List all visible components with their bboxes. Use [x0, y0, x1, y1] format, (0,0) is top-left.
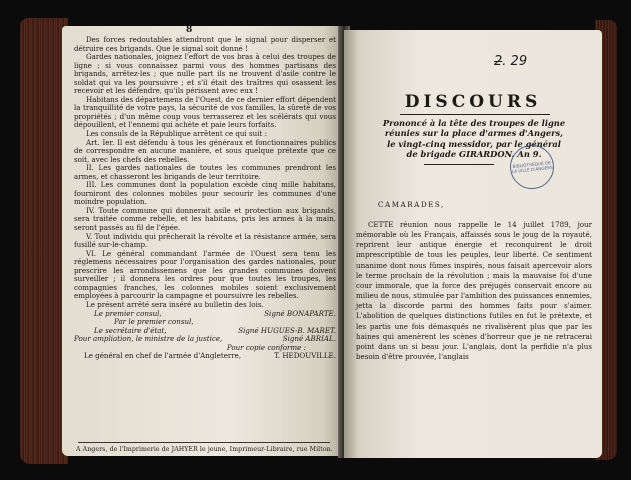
printer-imprint: A Angers, de l'Imprimerie de JAHYER le jeune, Imprimeur-Libraire, rue Milton. — [76, 446, 333, 453]
document-subtitle: Prononcé à la tête des troupes de ligne réunies sur la place d'armes d'Angers, le vingt-cinq messidor, par le général de brigade GIRARDON. An 9. — [382, 118, 566, 160]
article-2: II. Les gardes nationales de toutes les communes prendront les armes, et chasseront les brigands de leur territoire. — [74, 163, 336, 181]
signature-line: Pour ampliation, le ministre de la justice, Signé ABRIAL. — [74, 334, 336, 344]
page-number: 8 — [186, 26, 193, 35]
library-stamp: BIBLIOTHÈQUE DE LA VILLE D'ANGERS — [508, 143, 556, 191]
archive-reference: 2. 29 — [494, 54, 528, 69]
book-edge-left — [20, 18, 68, 464]
divider — [78, 442, 330, 443]
paragraph: Des forces redoutables attendront que le signal pour disperser et détruire ces brigands. Que le signal soit donné ! — [74, 35, 336, 53]
right-page — [344, 30, 602, 458]
left-page-text — [74, 36, 336, 361]
divider — [400, 114, 550, 115]
article-1: Art. Ier. Il est défendu à tous les généraux et fonctionnaires publics de correspondre en aucune manière, et sous quelque prétexte que ce soit, avec les chefs des rebelles. — [74, 137, 336, 164]
signature-line: Le secrétaire d'état, Signé HUGUES-B. MARET. — [94, 325, 336, 335]
salutation: CAMARADES, — [378, 200, 445, 209]
article-3: III. Les communes dont la population excède cinq mille habitans, fourniront des colonnes mobiles pour secourir les communes d'une moindre population. — [74, 180, 336, 207]
signature-line: Le général en chef de l'armée d'Angleterre, T. HEDOUVILLE. — [84, 351, 336, 361]
paragraph: Le présent arrêté sera inséré au bulletin des lois. — [86, 299, 264, 309]
paragraph: Les consuls de la République arrêtent ce qui suit : — [86, 129, 267, 139]
divider — [424, 164, 494, 165]
left-page — [62, 26, 346, 456]
signature-line: Par le premier consul, — [114, 317, 194, 327]
article-5: V. Tout individu qui prêcherait la révolte et la résistance armée, sera fusillé sur-le-champ. — [74, 231, 336, 250]
paragraph: Habitans des départemens de l'Ouest, de ce dernier effort dépendent la tranquillité de votre pays, la sécurité de vos familles, la sûreté de vos propriétés ; d'un même coup vous terrasserez et les scélérats qui vous dépouillent, et l'ennemi qui achète et paie leurs forfaits. — [74, 94, 336, 130]
paragraph: Gardes nationales, joignez l'effort de vos bras à celui des troupes de ligne ; si vous connaissez parmi vous des hommes partisans des brigands, arrêtez-les ; que nulle part ils ne trouvent d'asile contre le soldat qui va les poursuivre ; et s'il était des traîtres qui osassent les recevoir et les défendre, qu'ils périssent avec eux ! — [74, 52, 336, 96]
speech-body: CETTE réunion nous rappelle le 14 juillet 1789, jour mémorable où les Français, affaissés sous le joug de la royauté, reprirent leur antique énergie et reconquirent le droit imprescriptible de tous les peuples, leur liberté. Ce sentiment unanime dont nous fûmes inspirés, nous faisait apercevoir alors le terme prochain de la révolution ; mais la mauvaise foi d'une cour immorale, que la force des préjugés conservait encore au milieu de nous, stimulée par l'ambition des puissances ennemies, jetta la discorde parmi des hommes faits pour s'aimer. L'abolition de quelques distinctions futiles en fut le prétexte, et les partis une fois démasqués ne rivalisèrent plus que par les haines qui amenèrent les scènes d'horreur que je ne retracerai point dans un si beau jour. L'anglais, dont la perfidie n'a plus besoin d'être prouvée, l'anglais — [356, 220, 592, 362]
signature-line: Pour copie conforme : — [226, 342, 306, 352]
article-4: IV. Toute commune qui donnerait asile et protection aux brigands, sera traitée comme rebelle, et les habitans, pris les armes à la main, seront passés au fil de l'épée. — [74, 205, 336, 233]
signature-line: Le premier consul, Signé BONAPARTE. — [94, 308, 336, 318]
article-6: VI. Le général commandant l'armée de l'Ouest sera tenu les réglemens nécessaires pour l'organisation des gardes nationales, pour prescrire les arrondissemens que les grandes communes doivent surveiller ; il donnera les ordres pour que toutes les troupes, les compagnies franches, les colonnes mobiles soient exclusivement employées à parcourir la campagne et poursuivre les rebelles. — [74, 248, 336, 301]
document-title: DISCOURS — [404, 92, 542, 112]
